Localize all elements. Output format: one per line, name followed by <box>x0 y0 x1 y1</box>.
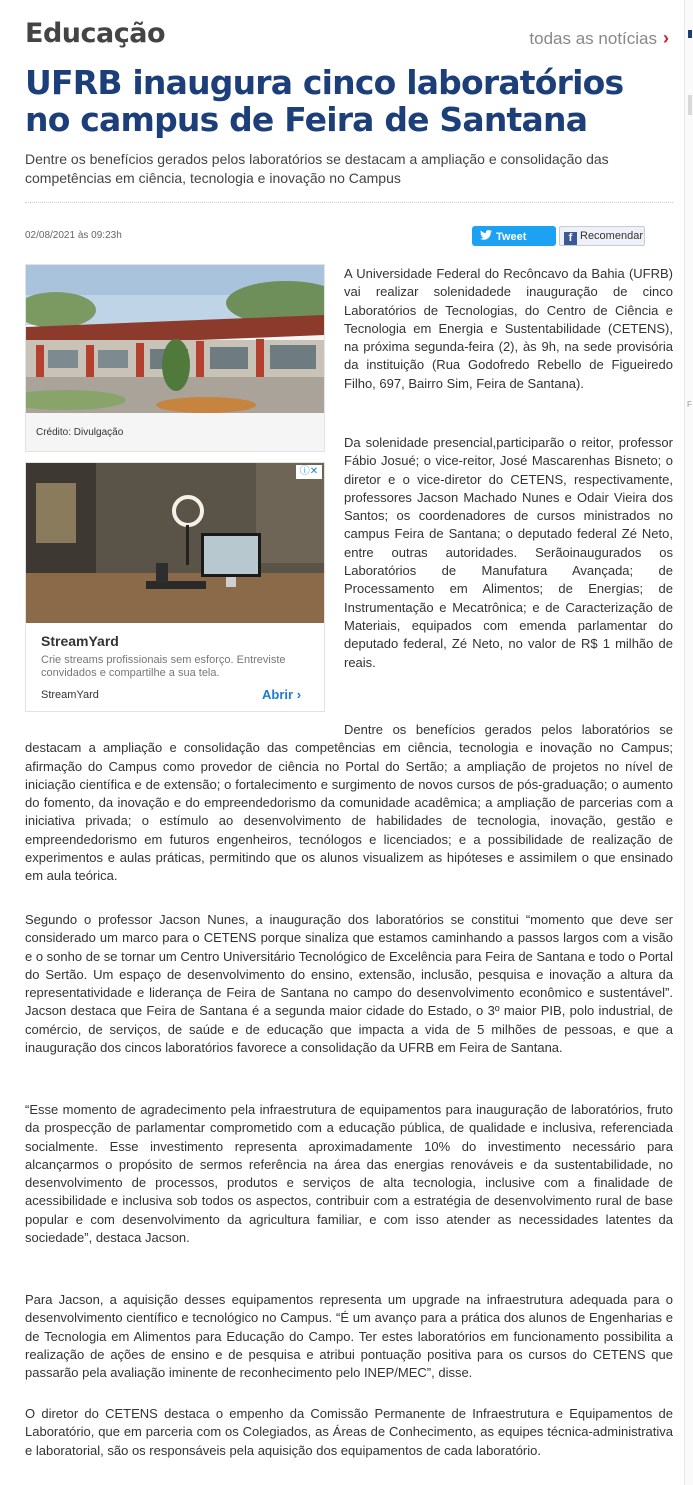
all-news-link[interactable] <box>529 28 669 49</box>
article-paragraph: A Universidade Federal do Recôncavo da Bahia (UFRB) vai realizar solenidadede inauguração de cinco Laboratórios de Tecnologias, do Centro de Ciência e Tecnologia em Energia e Sustentabilidade (CETENS), na próxima segunda-feira (2), às 9h, na sede provisória da instituição (Rua Godofredo Rebello de Figueiredo Filho, 697, Bairro Sim, Feira de Santana). <box>344 266 673 391</box>
article-photo-box <box>25 264 325 452</box>
rail-marker <box>688 30 692 38</box>
recommend-label: Recomendar <box>580 230 643 242</box>
article-paragraph: Para Jacson, a aquisição desses equipamentos representa um upgrade na infraestrutura adequada para o desenvolvimento científico e tecnológico no Campus. “É um avanço para a prática dos alunos de Engenharias e de Tecnologia em Alimentos para Educação do Campo. Ter estes laboratórios em funcionamento possibilita a realização de ações de ensino e de pesquisa e atribui pontuação positiva para os cursos do CETENS que passarão pela avaliação iminente de reconhecimento pelo INEP/MEC”, disse. <box>25 1292 673 1381</box>
facebook-icon: f <box>564 232 577 245</box>
chevron-right-icon: › <box>296 687 302 702</box>
tweet-label: Tweet <box>496 231 527 243</box>
article-subtitle: Dentre os benefícios gerados pelos laboratórios se destacam a ampliação e consolidação das competências em ciência, tecnologia e inovação no Campus <box>25 151 609 186</box>
photo-caption: Crédito: Divulgação <box>36 427 124 438</box>
ad-open-button[interactable] <box>262 687 301 702</box>
rail-letter: F <box>687 400 692 409</box>
all-news-label: todas as notícias <box>529 29 657 48</box>
article-paragraph: O diretor do CETENS destaca o empenho da Comissão Permanente de Infraestrutura e Equipamentos de Laboratório, que em parceria com os Colegiados, as Áreas de Conhecimento, as equipes técnica-administrativa e laboratorial, são os responsáveis pela aquisição dos equipamentos de cada laboratório. <box>25 1406 673 1458</box>
article-paragraph: Segundo o professor Jacson Nunes, a inauguração dos laboratórios se constitui “momento que deve ser considerado um marco para o CETENS porque sinaliza que estamos caminhando a passos largos com a visão e o sonho de se tornar um Centro Universitário Tecnológico de Excelência para Feira de Santana e todo o Portal do Sertão. Um espaço de desenvolvimento do ensino, extensão, inclusão, pesquisa e inovação a altura da representatividade e liderança de Feira de Santana no campo do desenvolvimento econômico e sustentável”. Jacson destaca que Feira de Santana é a segunda maior cidade do Estado, o 3º maior PIB, polo industrial, de comércio, de serviços, de saúde e de educação que impacta a vida de 5 milhões de pessoas, e que a inauguração dos cincos laboratórios favorece a consolidação da UFRB em Feira de Santana. <box>25 912 673 1056</box>
chevron-right-icon: › <box>663 28 669 48</box>
tweet-button[interactable] <box>472 226 556 246</box>
facebook-recommend-button[interactable] <box>559 226 645 246</box>
ad-card[interactable] <box>25 462 325 712</box>
article-date: 02/08/2021 às 09:23h <box>25 230 122 241</box>
ad-brand: StreamYard <box>41 689 99 701</box>
section-title: Educação <box>25 18 165 49</box>
ad-image <box>26 463 324 623</box>
article-headline: UFRB inaugura cinco laboratórios no campus de Feira de Santana <box>25 63 624 139</box>
article-paragraph: Dentre os benefícios gerados pelos laboratórios se destacam a ampliação e consolidação das competências em ciência, tecnologia e inovação no Campus; afirmação do Campus como provedor de ciência no Portal do Sertão; a ampliação de projetos no nível de iniciação científica e de extensão; o fortalecimento e surgimento de novos cursos de pós-graduação; o aumento do fomento, da inovação e do empreendedorismo da comunidade acadêmica; a ampliação de parcerias com a iniciativa privada; o estímulo ao desenvolvimento de habilidades de tecnologia, inovação, gestão e empreendedorismo em futuros engenheiros, tecnólogos e licenciados; e a possibilidade de realização de experimentos e aulas práticas, permitindo que os alunos visualizem as hipóteses e assimilem o que ensinado em aula teórica. <box>25 722 673 884</box>
article-paragraph: Da solenidade presencial,participarão o reitor, professor Fábio Josué; o vice-reitor, José Mascarenhas Bisneto; o diretor e o vice-diretor do CETENS, respectivamente, professores Jacson Machado Nunes e Odair Vieira dos Santos; os coordenadores de cursos ministrados no campus Feira de Santana; o deputado federal Zé Neto, entre outras autoridades. Serãoinaugurados os Laboratórios de Manufatura Avançada; de Processamento em Alimentos; de Energias; de Instrumentação e Mecatrônica; e de Caracterização de Materiais, equipados com emenda parlamentar do deputado federal, Zé Neto, no valor de R$ 1 milhão de reais. <box>344 435 673 670</box>
campus-photo <box>26 265 324 413</box>
adchoices-icon[interactable]: ⓘ✕ <box>296 465 322 479</box>
ad-description: Crie streams profissionais sem esforço. Entreviste convidados e compartilhe a sua tela. <box>41 654 286 679</box>
ad-title: StreamYard <box>41 633 119 649</box>
article-meta <box>25 226 673 248</box>
article-paragraph: “Esse momento de agradecimento pela infraestrutura de equipamentos para inauguração de laboratórios, fruto da prospecção de parlamentar comprometido com a educação pública, de qualidade e inclusiva, referenciada socialmente. Esse investimento representa aproximadamente 10% do investimento necessário para alcançarmos o propósito de sermos referência na área das energias renováveis e da sustentabilidade, no desenvolvimento de processos, produtos e serviços de alta tecnologia, inclusive com a finalidade de acessibilidade e inclusiva sob todos os aspectos, contribuir com a estratégia de desenvolvimento rural de base popular e com desenvolvimento da agricultura familiar, e com isso atender as necessidades latentes da sociedade”, destaca Jacson. <box>25 1102 673 1246</box>
rail-marker <box>688 95 692 115</box>
section-header <box>25 18 673 54</box>
ad-open-label: Abrir <box>262 687 294 702</box>
right-rail <box>684 0 693 1485</box>
divider <box>25 202 673 203</box>
twitter-bird-icon <box>480 229 492 243</box>
